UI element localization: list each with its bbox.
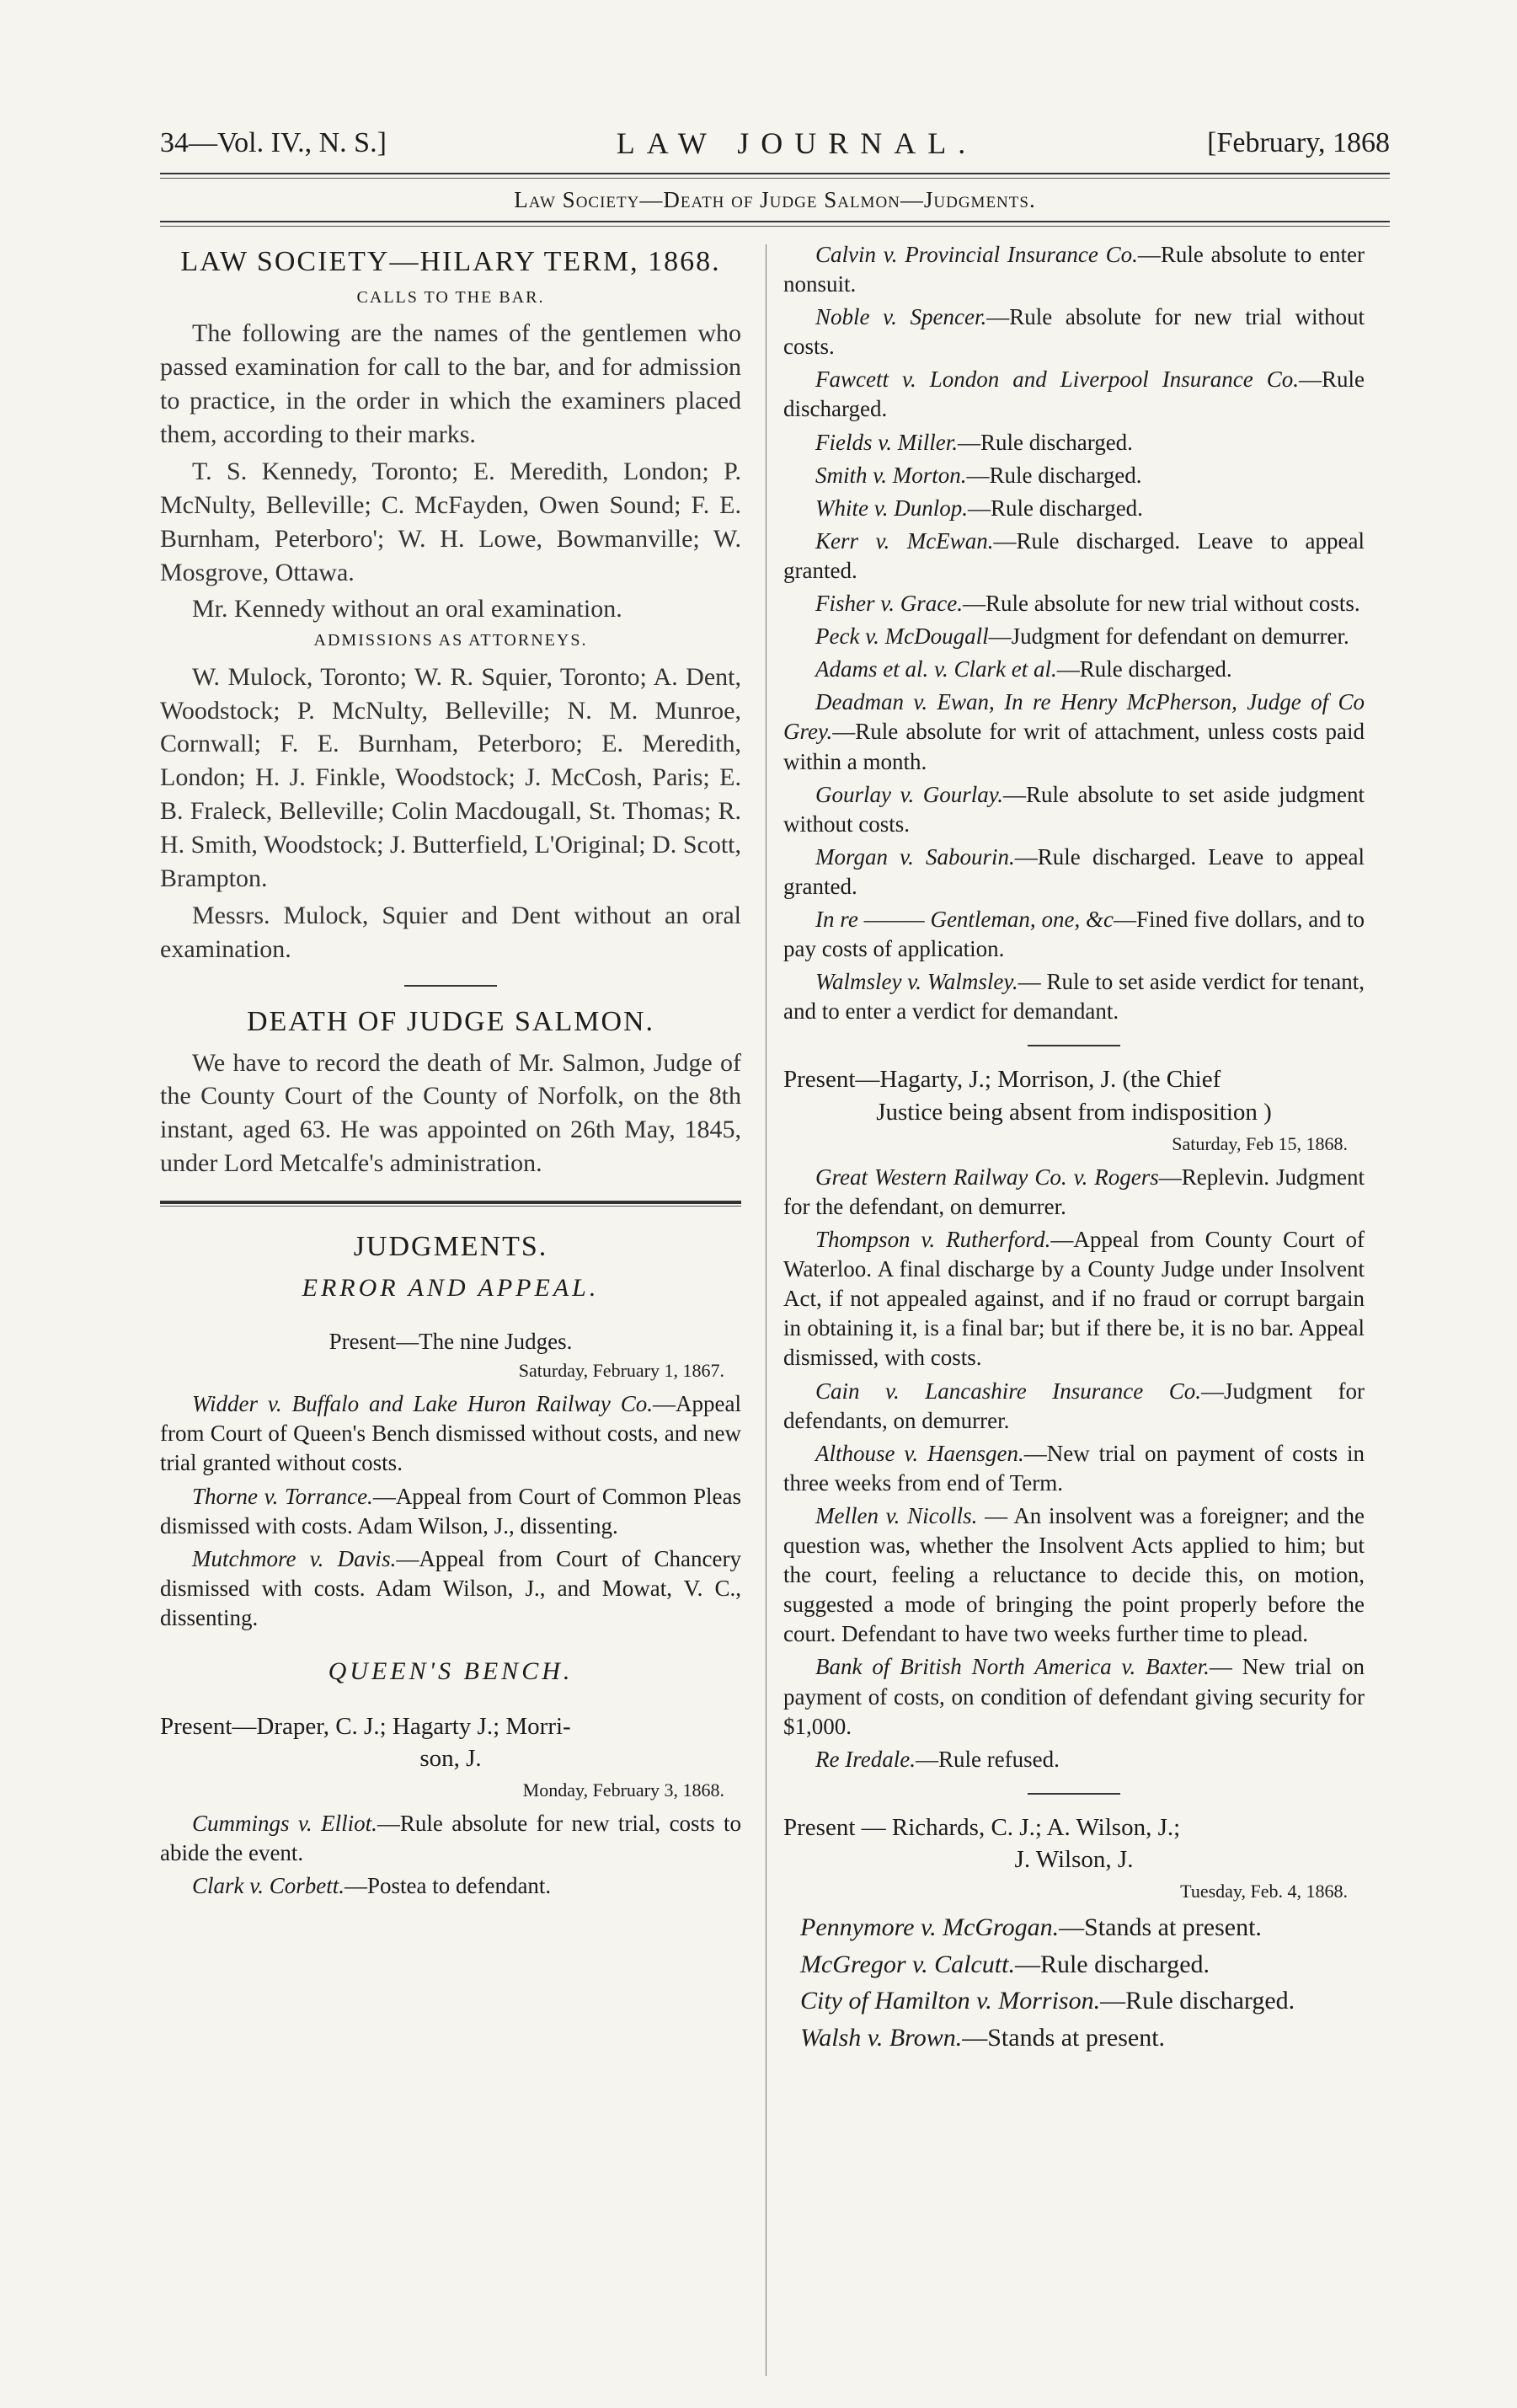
case-parties: Cain v. Lancashire Insurance Co. bbox=[815, 1378, 1201, 1404]
death-text: We have to record the death of Mr. Salmon, Judge of the County Court of the County of Norfolk, on the 8th instant, aged 63. He was appointed on 26th May, 1845, under Lord Metcalfe's administration. bbox=[160, 1048, 741, 1178]
section-divider bbox=[404, 985, 497, 987]
judgment-entry bbox=[783, 1947, 1365, 1982]
case-parties: Deadman v. Ewan, In re Henry McPherson, Judge of Co Grey. bbox=[783, 689, 1365, 745]
judgment-entry bbox=[783, 1745, 1365, 1774]
judgment-entry bbox=[783, 527, 1365, 586]
case-parties: Pennymore v. McGrogan. bbox=[800, 1913, 1060, 1942]
case-parties: Adams et al. v. Clark et al. bbox=[815, 656, 1057, 682]
judgment-entry bbox=[783, 428, 1365, 458]
calls-names: T. S. Kennedy, Toronto; E. Meredith, London; P. McNulty, Belleville; C. McFayden, Owen Sound; F. E. Burnham, Peterboro'; W. H. Lowe, Bowmanville; W. Mosgrove, Ottawa. bbox=[160, 457, 741, 586]
case-parties: McGregor v. Calcutt. bbox=[800, 1950, 1015, 1978]
calls-note: Mr. Kennedy without an oral examination. bbox=[192, 595, 622, 623]
right-column bbox=[783, 240, 1365, 2057]
case-ruling: —Judgment for defendant on demurrer. bbox=[988, 623, 1349, 650]
queens-bench-present-line-b: son, J. bbox=[419, 1744, 482, 1772]
case-parties: Fields v. Miller. bbox=[815, 429, 958, 455]
queens-bench-entries bbox=[160, 1809, 741, 1901]
judgment-entry bbox=[783, 688, 1365, 776]
case-parties: Walmsley v. Walmsley. bbox=[815, 969, 1018, 995]
case-ruling: —Rule discharged. bbox=[783, 367, 1365, 422]
section-divider-3 bbox=[1028, 1793, 1120, 1795]
case-parties: Thorne v. Torrance. bbox=[192, 1483, 373, 1509]
case-parties: Clark v. Corbett. bbox=[192, 1873, 345, 1899]
case-parties: White v. Dunlop. bbox=[815, 495, 968, 521]
left-column bbox=[160, 240, 741, 1904]
judgment-entry bbox=[783, 461, 1365, 490]
judgment-entry bbox=[160, 1544, 741, 1633]
judgment-entry bbox=[783, 365, 1365, 424]
case-ruling: —Rule discharged. bbox=[1056, 656, 1232, 682]
page-reference: 34—Vol. IV., N. S.] bbox=[160, 127, 387, 158]
judgment-entry bbox=[783, 1163, 1365, 1222]
case-parties: Widder v. Buffalo and Lake Huron Railway Co. bbox=[192, 1391, 654, 1417]
judgment-entry bbox=[783, 1983, 1365, 2018]
judgment-entry bbox=[160, 1389, 741, 1478]
case-ruling: —Rule discharged. bbox=[967, 495, 1143, 521]
judgment-entry bbox=[783, 302, 1365, 361]
present-2-line-a: Present—Hagarty, J.; Morrison, J. (the Chief bbox=[783, 1066, 1221, 1094]
case-ruling: —Rule refused. bbox=[915, 1746, 1060, 1772]
case-parties: Smith v. Morton. bbox=[815, 462, 967, 488]
queens-bench-present-line-a: Present—Draper, C. J.; Hagarty J.; Morri- bbox=[160, 1712, 571, 1740]
queens-bench-date: Monday, February 3, 1868. bbox=[522, 1779, 724, 1801]
present-3-line-a: Present — Richards, C. J.; A. Wilson, J.; bbox=[783, 1813, 1181, 1841]
case-parties: Calvin v. Provincial Insurance Co. bbox=[815, 242, 1138, 267]
present-2 bbox=[783, 1063, 1365, 1128]
queens-bench-present bbox=[160, 1710, 741, 1775]
header-rule bbox=[160, 173, 1390, 179]
case-ruling: —New trial on payment of costs in three weeks from end of Term. bbox=[783, 1440, 1365, 1496]
case-ruling: — New trial on payment of costs, on condition of defendant giving security for $1,000. bbox=[783, 1654, 1365, 1739]
judgment-entries-1 bbox=[783, 240, 1365, 1026]
judgment-entry bbox=[160, 1871, 741, 1901]
case-ruling: —Rule discharged. Leave to appeal granted. bbox=[783, 527, 1365, 583]
journal-title: LAW JOURNAL. bbox=[616, 126, 978, 160]
judgment-entry bbox=[783, 967, 1365, 1026]
error-appeal-heading: ERROR AND APPEAL. bbox=[302, 1274, 600, 1302]
case-parties: Re Iredale. bbox=[815, 1746, 916, 1772]
case-parties: Peck v. McDougall bbox=[815, 623, 989, 650]
case-ruling: —Rule absolute for writ of attachment, unless costs paid within a month. bbox=[783, 719, 1365, 774]
judgment-entry bbox=[160, 1482, 741, 1541]
judgment-entry bbox=[783, 1225, 1365, 1373]
judgment-entry bbox=[783, 655, 1365, 684]
case-ruling: — An insolvent was a foreigner; and the question was, whether the Insolvent Acts applied to him; but the court, feeling a reluctance to decide this, on motion, suggested a mode of bringing the point properly before the court. Defendant to have two weeks further time to plead. bbox=[783, 1502, 1365, 1647]
case-parties: Thompson v. Rutherford. bbox=[815, 1227, 1051, 1253]
judgment-entry bbox=[783, 2020, 1365, 2055]
judgment-entries-3 bbox=[783, 1910, 1365, 2055]
case-parties: Fisher v. Grace. bbox=[815, 591, 963, 617]
case-ruling: —Rule discharged. bbox=[957, 429, 1133, 455]
case-parties: Mellen v. Nicolls. bbox=[815, 1502, 978, 1528]
case-parties: Bank of British North America v. Baxter. bbox=[815, 1654, 1210, 1680]
case-ruling: —Rule absolute to enter nonsuit. bbox=[783, 242, 1365, 297]
judgment-entry bbox=[783, 780, 1365, 839]
death-title: DEATH OF JUDGE SALMON. bbox=[246, 1005, 655, 1037]
case-parties: Great Western Railway Co. v. Rogers bbox=[815, 1164, 1159, 1190]
present-3 bbox=[783, 1811, 1365, 1876]
judgment-entry bbox=[783, 905, 1365, 964]
case-ruling: —Rule absolute for new trial without costs. bbox=[783, 304, 1365, 360]
judgment-entry bbox=[160, 1809, 741, 1868]
error-appeal-present: Present—The nine Judges. bbox=[329, 1328, 573, 1354]
case-parties: Gourlay v. Gourlay. bbox=[815, 781, 1003, 807]
column-divider bbox=[766, 244, 767, 2376]
case-parties: Walsh v. Brown. bbox=[800, 2023, 963, 2052]
case-ruling: —Rule absolute for new trial without costs. bbox=[962, 591, 1360, 617]
calls-heading: CALLS TO THE BAR. bbox=[356, 287, 545, 307]
judgment-entry bbox=[783, 622, 1365, 651]
judgment-entry bbox=[783, 1910, 1365, 1945]
case-parties: Fawcett v. London and Liverpool Insurance Co. bbox=[815, 367, 1299, 393]
case-ruling: —Replevin. Judgment for the defendant, on demurrer. bbox=[783, 1164, 1365, 1219]
queens-bench-heading: QUEEN'S BENCH. bbox=[328, 1657, 574, 1685]
case-parties: Cummings v. Elliot. bbox=[192, 1811, 377, 1837]
issue-date: [February, 1868 bbox=[1207, 127, 1390, 158]
judgment-entry bbox=[783, 494, 1365, 523]
case-ruling: —Stands at present. bbox=[1059, 1913, 1262, 1942]
case-ruling: —Rule discharged. bbox=[966, 462, 1142, 488]
law-society-title: LAW SOCIETY—HILARY TERM, 1868. bbox=[180, 246, 721, 277]
error-appeal-date: Saturday, February 1, 1867. bbox=[518, 1360, 724, 1382]
case-ruling: — Rule to set aside verdict for tenant, and to enter a verdict for demandant. bbox=[783, 969, 1365, 1025]
case-parties: Mutchmore v. Davis. bbox=[192, 1545, 397, 1571]
judgment-entry bbox=[783, 1501, 1365, 1649]
admissions-note: Messrs. Mulock, Squier and Dent without an oral examination. bbox=[160, 901, 741, 963]
section-divider-2 bbox=[1028, 1045, 1120, 1046]
running-head: Law Society—Death of Judge Salmon—Judgments. bbox=[514, 187, 1036, 212]
case-ruling: —Postea to defendant. bbox=[344, 1873, 552, 1899]
error-appeal-entries bbox=[160, 1389, 741, 1633]
judgment-entry bbox=[783, 1652, 1365, 1741]
page-header bbox=[160, 118, 1390, 169]
judgment-entry bbox=[783, 240, 1365, 299]
case-ruling: —Appeal from Court of Chancery dismissed with costs. Adam Wilson, J., and Mowat, V. C., dissenting. bbox=[160, 1545, 741, 1630]
present-2-date: Saturday, Feb 15, 1868. bbox=[1172, 1132, 1348, 1154]
case-ruling: —Appeal from Court of Queen's Bench dismissed without costs, and new trial granted without costs. bbox=[160, 1391, 741, 1476]
case-parties: City of Hamilton v. Morrison. bbox=[800, 1987, 1101, 2015]
present-2-line-b: Justice being absent from indisposition ) bbox=[876, 1098, 1272, 1126]
judgments-title: JUDGMENTS. bbox=[353, 1231, 548, 1263]
case-ruling: —Rule absolute to set aside judgment without costs. bbox=[783, 781, 1365, 837]
case-ruling: —Judgment for defendants, on demurrer. bbox=[783, 1378, 1365, 1433]
judgment-entry bbox=[783, 843, 1365, 902]
judgment-entry bbox=[783, 1439, 1365, 1498]
judgment-entries-2 bbox=[783, 1163, 1365, 1774]
case-parties: Kerr v. McEwan. bbox=[815, 527, 994, 554]
admissions-heading: ADMISSIONS AS ATTORNEYS. bbox=[313, 631, 588, 650]
case-ruling: —Fined five dollars, and to pay costs of application. bbox=[783, 906, 1365, 962]
case-ruling: —Appeal from Court of Common Pleas dismissed with costs. Adam Wilson, J., dissenting. bbox=[160, 1483, 741, 1538]
case-parties: Althouse v. Haensgen. bbox=[815, 1440, 1024, 1466]
case-ruling: —Rule absolute for new trial, costs to abide the event. bbox=[160, 1811, 741, 1866]
present-3-date: Tuesday, Feb. 4, 1868. bbox=[1180, 1881, 1348, 1902]
heavy-divider bbox=[160, 1201, 741, 1207]
case-ruling: —Stands at present. bbox=[962, 2023, 1166, 2052]
case-ruling: —Rule discharged. bbox=[1014, 1950, 1210, 1978]
case-parties: Morgan v. Sabourin. bbox=[815, 843, 1015, 870]
case-parties: Noble v. Spencer. bbox=[815, 304, 987, 330]
judgment-entry bbox=[783, 1377, 1365, 1436]
case-ruling: —Rule discharged. Leave to appeal granted. bbox=[783, 843, 1365, 899]
case-ruling: —Appeal from County Court of Waterloo. A final discharge by a County Judge under Insolvent Act, if not appealed against, and if no fraud or corrupt bargain in obtaining it, is a final bar; but if there be, it is no bar. Appeal dismissed, with costs. bbox=[783, 1227, 1365, 1371]
judgment-entry bbox=[783, 589, 1365, 618]
running-head-rule bbox=[160, 221, 1390, 227]
admissions-names: W. Mulock, Toronto; W. R. Squier, Toronto; A. Dent, Woodstock; P. McNulty, Belleville; N. M. Munroe, Cornwall; F. E. Burnham, Peterboro; E. Meredith, London; H. J. Finkle, Woodstock; J. McCosh, Paris; E. B. Fraleck, Belleville; Colin Macdougall, St. Thomas; R. H. Smith, Woodstock; J. Butterfield, L'Original; D. Scott, Brampton. bbox=[160, 662, 741, 893]
present-3-line-b: J. Wilson, J. bbox=[1014, 1846, 1134, 1874]
law-society-intro: The following are the names of the gentlemen who passed examination for call to the bar, and for admission to practice, in the order in which the examiners placed them, according to their marks. bbox=[160, 319, 741, 448]
case-parties: In re ——— Gentleman, one, &c bbox=[815, 906, 1114, 932]
case-ruling: —Rule discharged. bbox=[1100, 1987, 1295, 2015]
